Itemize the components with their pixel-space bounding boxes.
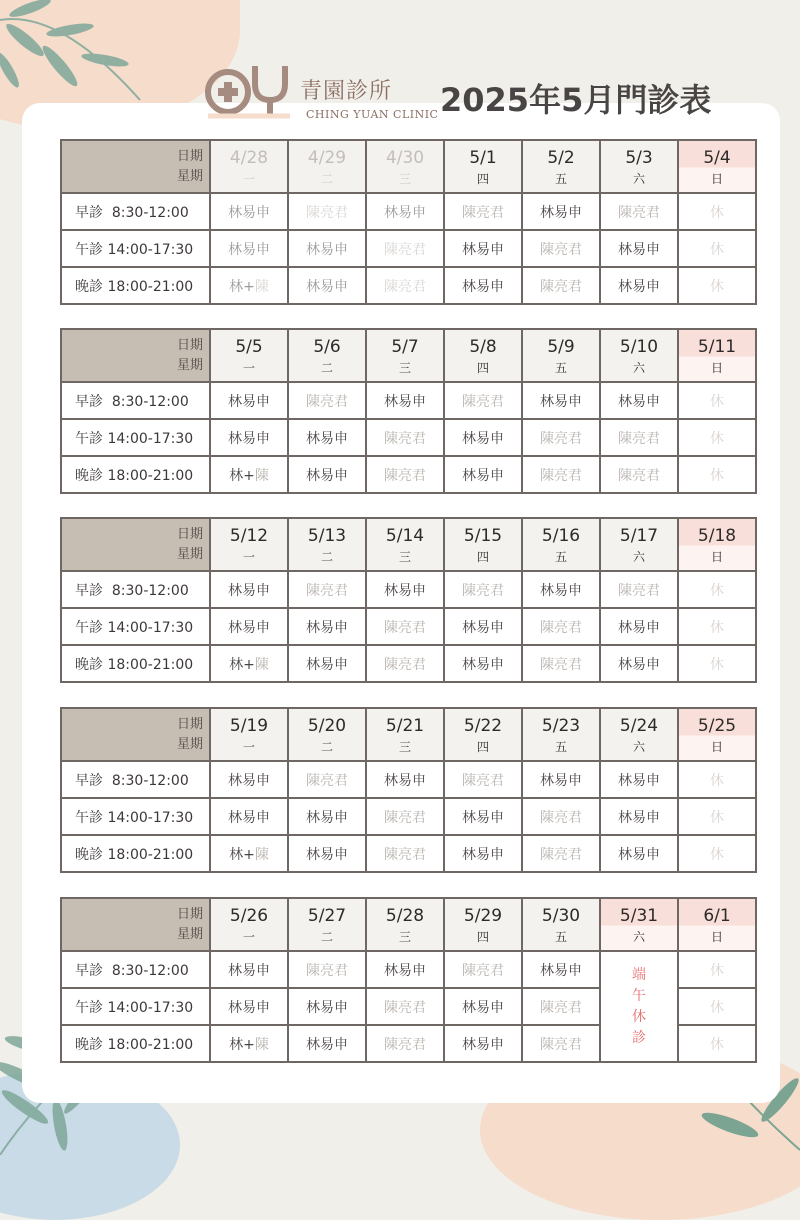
schedule-cell: 陳亮君 xyxy=(444,193,522,230)
schedule-cell: 林易申 xyxy=(600,382,678,419)
schedule-cell: 陳亮君 xyxy=(366,230,444,267)
schedule-cell: 林易申 xyxy=(288,835,366,872)
day-weekday: 四 xyxy=(476,360,489,375)
day-header xyxy=(444,898,522,951)
shift-row xyxy=(61,798,756,835)
day-header xyxy=(600,140,678,193)
weekday-label: 星期 xyxy=(176,357,203,373)
day-weekday: 日 xyxy=(710,360,723,375)
schedule-cell: 陳亮君 xyxy=(444,571,522,608)
day-date: 5/29 xyxy=(463,905,503,926)
day-header xyxy=(600,898,678,951)
day-header xyxy=(600,708,678,761)
day-date: 5/13 xyxy=(307,525,347,546)
day-header xyxy=(444,140,522,193)
schedule-cell: 陳亮君 xyxy=(366,1025,444,1062)
day-header xyxy=(288,140,366,193)
schedule-cell: 林易申 xyxy=(366,761,444,798)
day-date: 5/26 xyxy=(229,905,269,926)
schedule-cell: 陳亮君 xyxy=(366,988,444,1025)
schedule-cell: 林易申 xyxy=(288,645,366,682)
schedule-cell: 林易申 xyxy=(210,951,288,988)
day-date: 6/1 xyxy=(703,905,731,926)
schedule-cell: 陳亮君 xyxy=(366,419,444,456)
day-date: 5/23 xyxy=(541,715,581,736)
header-corner xyxy=(61,898,210,951)
schedule-cell: 陳亮君 xyxy=(522,835,600,872)
day-date: 5/28 xyxy=(385,905,425,926)
schedule-cell: 陳亮君 xyxy=(288,382,366,419)
schedule-cell: 林易申 xyxy=(288,988,366,1025)
schedule-cell: 林易申 xyxy=(444,988,522,1025)
schedule-cell: 林易申 xyxy=(522,761,600,798)
schedule-cell: 林易申 xyxy=(444,456,522,493)
schedule-cell: 林易申 xyxy=(366,382,444,419)
schedule-cell: 林易申 xyxy=(288,230,366,267)
schedule-cell: 休 xyxy=(678,571,756,608)
schedule-cell: 林易申 xyxy=(210,608,288,645)
schedule-cell: 陳亮君 xyxy=(522,230,600,267)
week-header-row xyxy=(61,898,756,951)
day-weekday: 五 xyxy=(554,739,567,754)
day-date: 5/4 xyxy=(703,147,731,168)
schedule-cell: 林易申 xyxy=(366,571,444,608)
header xyxy=(200,56,760,126)
schedule-cell: 林易申 xyxy=(444,419,522,456)
day-header xyxy=(444,329,522,382)
schedule-cell: 陳亮君 xyxy=(522,988,600,1025)
day-weekday: 一 xyxy=(242,171,255,186)
leaf-branch-top-left-icon xyxy=(0,0,150,110)
shift-row xyxy=(61,571,756,608)
day-header xyxy=(444,708,522,761)
header-corner xyxy=(61,708,210,761)
weekday-label: 星期 xyxy=(176,736,203,752)
day-header xyxy=(366,898,444,951)
day-weekday: 日 xyxy=(710,739,723,754)
day-date: 5/1 xyxy=(469,147,497,168)
date-label: 日期 xyxy=(176,337,203,353)
day-date: 5/14 xyxy=(385,525,425,546)
day-weekday: 六 xyxy=(632,929,645,944)
day-header xyxy=(522,140,600,193)
day-weekday: 四 xyxy=(476,171,489,186)
day-header xyxy=(678,518,756,571)
day-date: 5/11 xyxy=(697,336,737,357)
schedule-cell: 陳亮君 xyxy=(366,456,444,493)
day-date: 5/7 xyxy=(391,336,419,357)
shift-row xyxy=(61,230,756,267)
day-header xyxy=(288,898,366,951)
shift-row xyxy=(61,456,756,493)
shift-row xyxy=(61,267,756,304)
day-date: 5/3 xyxy=(625,147,653,168)
day-weekday: 五 xyxy=(554,360,567,375)
shift-label: 早診 8:30-12:00 xyxy=(61,761,210,798)
shift-label: 早診 8:30-12:00 xyxy=(61,571,210,608)
day-header xyxy=(522,708,600,761)
week-header-row xyxy=(61,140,756,193)
day-header xyxy=(210,140,288,193)
day-date: 5/25 xyxy=(697,715,737,736)
schedule-cell: 陳亮君 xyxy=(600,456,678,493)
schedule-cell: 陳亮君 xyxy=(444,761,522,798)
schedule-cell: 林易申 xyxy=(288,267,366,304)
week-table xyxy=(60,707,757,873)
schedule-cell: 陳亮君 xyxy=(522,267,600,304)
schedule-cell: 林易申 xyxy=(522,571,600,608)
day-weekday: 一 xyxy=(242,739,255,754)
day-weekday: 日 xyxy=(710,929,723,944)
day-date: 5/10 xyxy=(619,336,659,357)
schedule-cell: 陳亮君 xyxy=(600,571,678,608)
day-date: 5/20 xyxy=(307,715,347,736)
schedule-cell: 休 xyxy=(678,761,756,798)
day-weekday: 三 xyxy=(398,929,411,944)
schedule-cell: 林易申 xyxy=(522,193,600,230)
day-date: 5/31 xyxy=(619,905,659,926)
schedule-cell: 林易申 xyxy=(600,608,678,645)
day-weekday: 二 xyxy=(320,929,333,944)
schedule-cell: 林易申 xyxy=(600,798,678,835)
shift-label: 午診 14:00-17:30 xyxy=(61,988,210,1025)
schedule-cell: 林易申 xyxy=(288,1025,366,1062)
day-header xyxy=(678,708,756,761)
day-weekday: 六 xyxy=(632,171,645,186)
schedule-cell: 林易申 xyxy=(210,419,288,456)
weekday-label: 星期 xyxy=(176,168,203,184)
shift-label: 早診 8:30-12:00 xyxy=(61,193,210,230)
day-date: 5/18 xyxy=(697,525,737,546)
schedule-cell: 休 xyxy=(678,1025,756,1062)
day-weekday: 五 xyxy=(554,549,567,564)
day-date: 5/8 xyxy=(469,336,497,357)
schedule-cell: 休 xyxy=(678,951,756,988)
shift-label: 晚診 18:00-21:00 xyxy=(61,645,210,682)
day-weekday: 四 xyxy=(476,929,489,944)
week-header-row xyxy=(61,329,756,382)
day-date: 5/30 xyxy=(541,905,581,926)
schedule-cell: 陳亮君 xyxy=(288,951,366,988)
schedule-cell: 林易申 xyxy=(522,951,600,988)
day-header xyxy=(678,140,756,193)
shift-row xyxy=(61,835,756,872)
schedule-cell: 陳亮君 xyxy=(522,798,600,835)
shift-label: 午診 14:00-17:30 xyxy=(61,230,210,267)
schedule-cell: 林易申 xyxy=(366,951,444,988)
schedule-cell: 休 xyxy=(678,230,756,267)
day-date: 5/22 xyxy=(463,715,503,736)
day-date: 5/15 xyxy=(463,525,503,546)
schedule-cell: 林易申 xyxy=(288,608,366,645)
day-header xyxy=(210,518,288,571)
day-weekday: 日 xyxy=(710,549,723,564)
schedule-cell: 林+陳 xyxy=(210,456,288,493)
schedule-cell: 陳亮君 xyxy=(522,419,600,456)
schedule-cell: 林+陳 xyxy=(210,1025,288,1062)
day-date: 5/9 xyxy=(547,336,575,357)
shift-label: 午診 14:00-17:30 xyxy=(61,419,210,456)
schedule-cell: 休 xyxy=(678,267,756,304)
day-weekday: 四 xyxy=(476,549,489,564)
day-header xyxy=(678,329,756,382)
holiday-note: 端 午 休 診 xyxy=(600,951,678,1062)
shift-row xyxy=(61,382,756,419)
schedule-cell: 陳亮君 xyxy=(522,608,600,645)
shift-row xyxy=(61,951,756,988)
shift-row xyxy=(61,645,756,682)
schedule-cell: 林易申 xyxy=(444,798,522,835)
schedule-cell: 陳亮君 xyxy=(288,761,366,798)
shift-row xyxy=(61,761,756,798)
day-header xyxy=(288,518,366,571)
weekday-label: 星期 xyxy=(176,546,203,562)
day-header xyxy=(366,329,444,382)
header-corner xyxy=(61,329,210,382)
schedule-cell: 林易申 xyxy=(444,267,522,304)
schedule-cell: 陳亮君 xyxy=(600,419,678,456)
day-weekday: 四 xyxy=(476,739,489,754)
schedule-cell: 林易申 xyxy=(210,382,288,419)
schedule-cell: 林+陳 xyxy=(210,835,288,872)
schedule-cell: 陳亮君 xyxy=(366,267,444,304)
schedule-cell: 休 xyxy=(678,456,756,493)
week-header-row xyxy=(61,518,756,571)
schedule-cell: 休 xyxy=(678,608,756,645)
shift-label: 晚診 18:00-21:00 xyxy=(61,456,210,493)
schedule-cell: 休 xyxy=(678,419,756,456)
day-header xyxy=(600,329,678,382)
schedule-cell: 林易申 xyxy=(600,645,678,682)
day-date: 5/17 xyxy=(619,525,659,546)
day-weekday: 二 xyxy=(320,549,333,564)
schedule-cell: 林易申 xyxy=(444,608,522,645)
day-weekday: 三 xyxy=(398,171,411,186)
schedule-cell: 林+陳 xyxy=(210,267,288,304)
date-label: 日期 xyxy=(176,148,203,164)
schedule-cell: 陳亮君 xyxy=(366,798,444,835)
schedule-cell: 林易申 xyxy=(366,193,444,230)
schedule-cell: 林+陳 xyxy=(210,645,288,682)
page-title: 2025年5月門診表 xyxy=(440,81,712,119)
schedule-cell: 陳亮君 xyxy=(522,645,600,682)
clinic-name-en: CHING YUAN CLINIC xyxy=(306,108,439,121)
day-header xyxy=(678,898,756,951)
day-date: 5/27 xyxy=(307,905,347,926)
header-corner xyxy=(61,518,210,571)
day-weekday: 一 xyxy=(242,549,255,564)
weekday-label: 星期 xyxy=(176,926,203,942)
schedule-cell: 林易申 xyxy=(210,761,288,798)
shift-label: 午診 14:00-17:30 xyxy=(61,608,210,645)
schedule-cell: 陳亮君 xyxy=(600,193,678,230)
day-header xyxy=(210,329,288,382)
day-weekday: 三 xyxy=(398,739,411,754)
day-date: 5/21 xyxy=(385,715,425,736)
day-date: 5/2 xyxy=(547,147,575,168)
day-date: 5/19 xyxy=(229,715,269,736)
day-weekday: 六 xyxy=(632,360,645,375)
schedule-cell: 林易申 xyxy=(444,1025,522,1062)
day-header xyxy=(522,329,600,382)
day-weekday: 三 xyxy=(398,549,411,564)
day-header xyxy=(288,329,366,382)
day-weekday: 二 xyxy=(320,171,333,186)
schedule-cell: 林易申 xyxy=(210,571,288,608)
schedule-cell: 休 xyxy=(678,835,756,872)
header-corner xyxy=(61,140,210,193)
schedule-cell: 陳亮君 xyxy=(366,835,444,872)
date-label: 日期 xyxy=(176,906,203,922)
shift-label: 晚診 18:00-21:00 xyxy=(61,835,210,872)
schedule-cell: 林易申 xyxy=(600,230,678,267)
schedule-cell: 陳亮君 xyxy=(366,645,444,682)
schedule-cell: 休 xyxy=(678,988,756,1025)
clinic-logo-icon xyxy=(200,56,300,120)
schedule-cell: 陳亮君 xyxy=(522,456,600,493)
schedule-cell: 林易申 xyxy=(444,230,522,267)
schedule-cell: 休 xyxy=(678,382,756,419)
day-date: 4/30 xyxy=(385,147,425,168)
schedule-cell: 林易申 xyxy=(600,761,678,798)
shift-row xyxy=(61,608,756,645)
shift-label: 早診 8:30-12:00 xyxy=(61,382,210,419)
day-weekday: 六 xyxy=(632,549,645,564)
day-header xyxy=(210,898,288,951)
day-date: 5/16 xyxy=(541,525,581,546)
schedule-cell: 陳亮君 xyxy=(288,571,366,608)
week-table xyxy=(60,328,757,494)
date-label: 日期 xyxy=(176,526,203,542)
schedule-cell: 林易申 xyxy=(444,645,522,682)
day-date: 4/29 xyxy=(307,147,347,168)
schedule-cell: 林易申 xyxy=(210,798,288,835)
day-weekday: 五 xyxy=(554,929,567,944)
week-table xyxy=(60,517,757,683)
week-header-row xyxy=(61,708,756,761)
day-weekday: 二 xyxy=(320,739,333,754)
week-table xyxy=(60,897,757,1063)
shift-label: 午診 14:00-17:30 xyxy=(61,798,210,835)
day-weekday: 三 xyxy=(398,360,411,375)
day-date: 5/24 xyxy=(619,715,659,736)
day-weekday: 六 xyxy=(632,739,645,754)
day-header xyxy=(366,140,444,193)
shift-row xyxy=(61,419,756,456)
shift-label: 早診 8:30-12:00 xyxy=(61,951,210,988)
shift-label: 晚診 18:00-21:00 xyxy=(61,1025,210,1062)
day-weekday: 日 xyxy=(710,171,723,186)
schedule-cell: 休 xyxy=(678,645,756,682)
clinic-name: 青園診所 xyxy=(300,79,393,104)
day-header xyxy=(600,518,678,571)
schedule-cell: 陳亮君 xyxy=(444,382,522,419)
day-weekday: 二 xyxy=(320,360,333,375)
day-header xyxy=(522,518,600,571)
schedule-cell: 林易申 xyxy=(288,798,366,835)
day-header xyxy=(366,708,444,761)
day-header xyxy=(522,898,600,951)
schedule-cell: 林易申 xyxy=(210,988,288,1025)
schedule-cell: 休 xyxy=(678,798,756,835)
schedule-cell: 林易申 xyxy=(600,267,678,304)
day-date: 5/6 xyxy=(313,336,341,357)
day-weekday: 一 xyxy=(242,360,255,375)
day-date: 5/5 xyxy=(235,336,263,357)
day-header xyxy=(210,708,288,761)
day-header xyxy=(366,518,444,571)
day-weekday: 一 xyxy=(242,929,255,944)
day-date: 4/28 xyxy=(229,147,269,168)
schedule-cell: 林易申 xyxy=(210,230,288,267)
schedule-cell: 林易申 xyxy=(600,835,678,872)
schedule-cell: 林易申 xyxy=(288,456,366,493)
day-date: 5/12 xyxy=(229,525,269,546)
day-weekday: 五 xyxy=(554,171,567,186)
day-header xyxy=(288,708,366,761)
day-header xyxy=(444,518,522,571)
schedule-cell: 林易申 xyxy=(210,193,288,230)
schedule-cell: 陳亮君 xyxy=(522,1025,600,1062)
schedule-cell: 林易申 xyxy=(444,835,522,872)
schedule-cell: 林易申 xyxy=(522,382,600,419)
schedule-cell: 林易申 xyxy=(288,419,366,456)
schedule-cell: 陳亮君 xyxy=(288,193,366,230)
week-table xyxy=(60,139,757,305)
schedule-cell: 休 xyxy=(678,193,756,230)
shift-label: 晚診 18:00-21:00 xyxy=(61,267,210,304)
shift-row xyxy=(61,193,756,230)
schedule-cell: 陳亮君 xyxy=(366,608,444,645)
schedule-cell: 陳亮君 xyxy=(444,951,522,988)
date-label: 日期 xyxy=(176,716,203,732)
